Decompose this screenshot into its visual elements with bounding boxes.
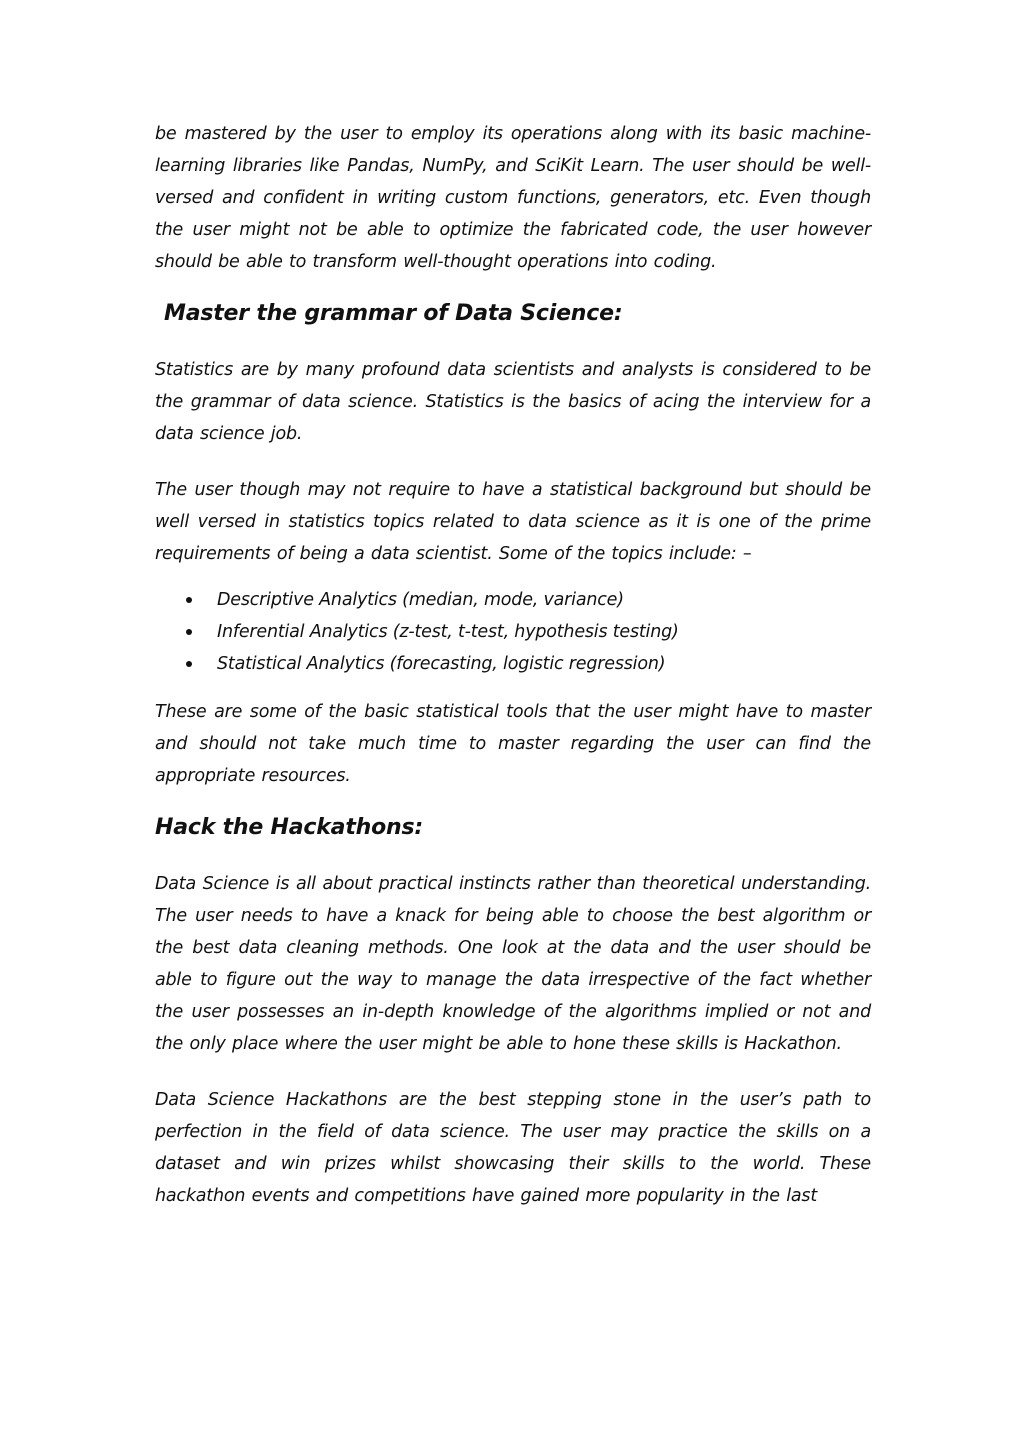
bullet-icon (186, 597, 192, 603)
hackathon-paragraph-2: Data Science Hackathons are the best stepping stone in the user’s path to perfection in the field of data science. The user may practice the skills on a dataset and win prizes whilst showcasing their skills to the world. These hackathon events and competitions have gained more popularity in the last (155, 1090, 871, 1206)
intro-paragraph: be mastered by the user to employ its operations along with its basic machine-learning libraries like Pandas, NumPy, and SciKit Learn. The user should be well-versed and confident in writing custom functions, generators, etc. Even though the user might not be able to optimize the fabricated code, the user however should be able to transform well-thought operations into coding. (155, 124, 871, 272)
list-item-text: Inferential Analytics (z-test, t-test, hypothesis testing) (217, 622, 679, 642)
statistics-topics-list (155, 584, 871, 680)
list-item-text: Descriptive Analytics (median, mode, variance) (217, 590, 624, 610)
section-heading-hackathons: Hack the Hackathons: (155, 815, 423, 840)
bullet-icon (186, 629, 192, 635)
bullet-icon (186, 661, 192, 667)
tools-paragraph: These are some of the basic statistical tools that the user might have to master and should not take much time to master regarding the user can find the appropriate resources. (155, 702, 871, 786)
list-item (217, 584, 871, 616)
statistics-paragraph-2: The user though may not require to have a statistical background but should be well versed in statistics topics related to data science as it is one of the prime requirements of being a data scientist. Some of the topics include: – (155, 480, 871, 564)
document-page (155, 118, 871, 1212)
list-item (217, 616, 871, 648)
statistics-paragraph-1: Statistics are by many profound data scientists and analysts is considered to be the grammar of data science. Statistics is the basics of acing the interview for a data science job. (155, 360, 871, 444)
list-item (217, 648, 871, 680)
section-heading-grammar: Master the grammar of Data Science: (164, 301, 623, 326)
list-item-text: Statistical Analytics (forecasting, logistic regression) (217, 654, 666, 674)
hackathon-paragraph-1: Data Science is all about practical instincts rather than theoretical understanding. The user needs to have a knack for being able to choose the best algorithm or the best data cleaning methods. One look at the data and the user should be able to figure out the way to manage the data irrespective of the fact whether the user possesses an in-depth knowledge of the algorithms implied or not and the only place where the user might be able to hone these skills is Hackathon. (155, 874, 871, 1054)
